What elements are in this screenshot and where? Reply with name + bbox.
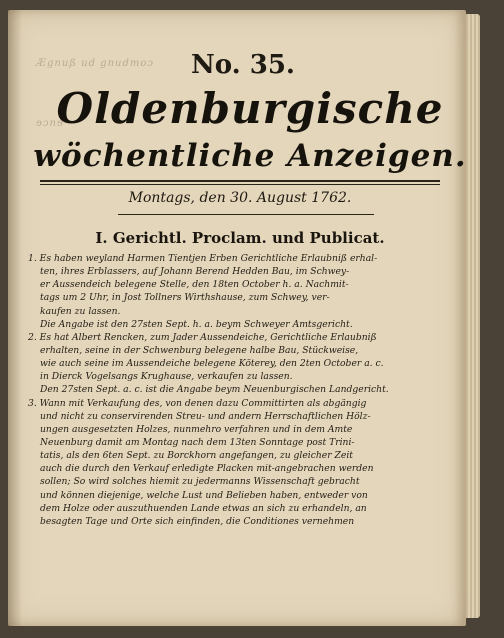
text-line: 3. Wann mit Verkaufung des, von denen dazu Committirten als abgängig <box>28 397 367 409</box>
text-line: besagten Tage und Orte sich einfinden, die Conditiones vernehmen <box>40 515 355 527</box>
text-line: tatis, als den 6ten Sept. zu Borckhorn angefangen, zu gleicher Zeit <box>40 450 353 462</box>
text-line: Die Angabe ist den 27sten Sept. h. a. beym Schweyer Amtsgericht. <box>40 318 353 330</box>
text-line: ungen ausgesetzten Holzes, nunmehro verfahren und in dem Amte <box>40 423 353 435</box>
section-heading: I. Gerichtl. Proclam. und Publicat. <box>95 229 385 247</box>
text-line: Den 27sten Sept. a. c. ist die Angabe beym Neuenburgischen Landgericht. <box>40 384 389 396</box>
article-body <box>28 252 444 528</box>
masthead-rule-thick <box>40 180 440 182</box>
text-line: wie auch seine im Aussendeiche belegene Köterey, den 2ten October a. c. <box>40 358 384 370</box>
text-line: auch die durch den Verkauf erledigte Placken mit-angebrachen werden <box>40 463 374 475</box>
bleed-through-text-2: ɘɔnɘ <box>36 118 64 129</box>
text-line: dem Holze oder auszuthuenden Lande etwas an sich zu erhandeln, an <box>40 502 367 514</box>
page-gutter-shadow <box>8 10 22 626</box>
date-rule <box>118 214 374 215</box>
bleed-through-text: Ægnuß ud gnudmoɔ <box>36 58 154 69</box>
masthead-subtitle: wöchentliche Anzeigen. <box>33 138 467 174</box>
masthead-rule-thin <box>40 184 440 185</box>
text-line: erhalten, seine in der Schwenburg belegene halbe Bau, Stückweise, <box>40 344 359 356</box>
text-line: und können diejenige, welche Lust und Belieben haben, entweder von <box>40 489 368 501</box>
text-line: kaufen zu lassen. <box>40 305 121 317</box>
text-line: 1. Es haben weyland Harmen Tientjen Erben Gerichtliche Erlaubniß erhal- <box>28 253 378 264</box>
masthead-title: Oldenburgische <box>56 84 444 133</box>
text-line: sollen; So wird solches hiemit zu jedermanns Wissenschaft gebracht <box>40 476 360 488</box>
text-line: 2. Es hat Albert Rencken, zum Jader Aussendeiche, Gerichtliche Erlaubniß <box>28 331 377 343</box>
issue-number: No. 35. <box>191 50 295 80</box>
text-line: ten, ihres Erblassers, auf Johann Berend Hedden Bau, im Schwey- <box>40 266 350 278</box>
issue-date: Montags, den 30. August 1762. <box>128 190 352 206</box>
text-line: tags um 2 Uhr, in Jost Tollners Wirthshause, zum Schwey, ver- <box>40 292 330 304</box>
text-line: er Aussendeich belegene Stelle, den 18ten October h. a. Nachmit- <box>40 279 349 291</box>
text-line: in Dierck Vogelsangs Krughause, verkaufen zu lassen. <box>40 371 293 383</box>
text-line: und nicht zu conservirenden Streu- und andern Herrschaftlichen Hölz- <box>40 410 371 422</box>
text-line: Neuenburg damit am Montag nach dem 13ten Sonntage post Trini- <box>40 436 355 448</box>
